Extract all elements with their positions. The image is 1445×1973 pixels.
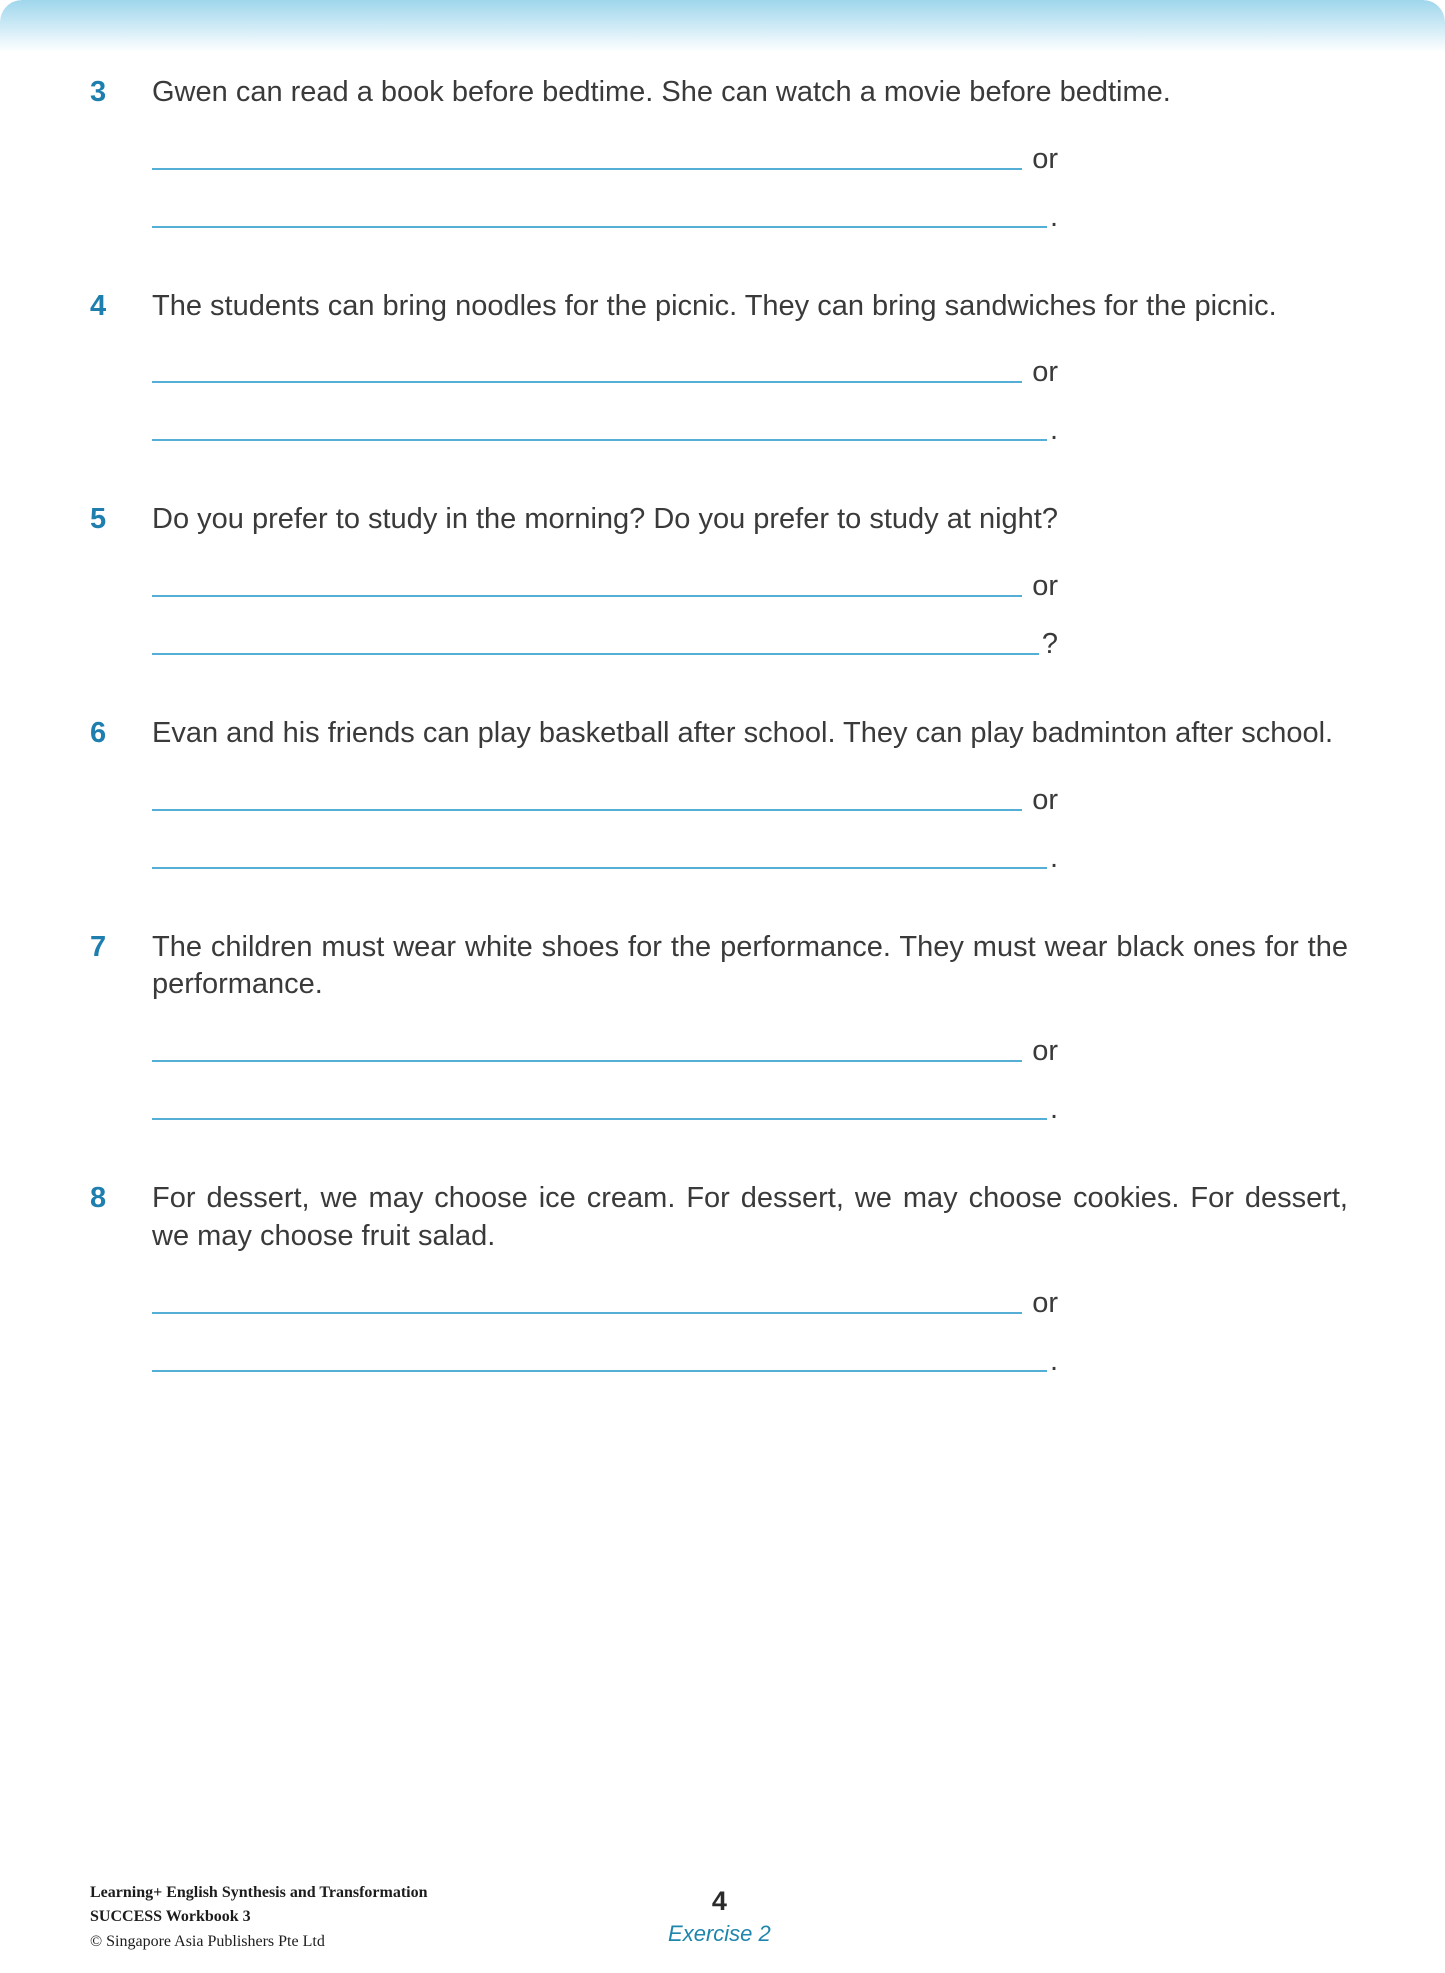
answer-row-1: [152, 753, 1058, 816]
question-number: 3: [90, 76, 107, 108]
answer-suffix-2: .: [1049, 841, 1058, 874]
question-text: For dessert, we may choose ice cream. For dessert, we may choose cookies. For dessert, we may choose fruit salad.: [152, 1182, 1348, 1252]
answer-blank-line-1: [152, 1254, 1022, 1314]
answer-suffix-2: ?: [1041, 628, 1058, 661]
question-number: 6: [90, 717, 107, 750]
answer-blank-line-1: [152, 751, 1022, 811]
question-text: Gwen can read a book before bedtime. She can watch a movie before bedtime.: [152, 76, 1171, 108]
answer-blank-line-2: [152, 1060, 1047, 1120]
question-text: The students can bring noodles for the picnic. They can bring sandwiches for the picnic.: [152, 289, 1277, 322]
question-text: Do you prefer to study in the morning? Do you prefer to study at night?: [152, 503, 1058, 536]
question-item: [90, 929, 1348, 1126]
question-item: [90, 715, 1348, 874]
answer-suffix-1: or: [1032, 1286, 1058, 1319]
answer-row-2: [152, 811, 1058, 874]
answer-suffix-2: .: [1049, 200, 1058, 233]
question-number: 8: [90, 1182, 107, 1215]
answer-suffix-1: or: [1032, 783, 1058, 816]
page-number: 4: [711, 1886, 727, 1917]
answer-area: [152, 753, 1348, 874]
answer-suffix-2: .: [1049, 414, 1058, 447]
question-head: [90, 715, 1348, 753]
question-text: The children must wear white shoes for the performance. They must wear black ones for the performance.: [152, 930, 1348, 1001]
question-head: [90, 501, 1348, 539]
answer-blank-line-2: [152, 595, 1039, 655]
answer-area: [152, 1004, 1348, 1126]
question-item: [90, 1180, 1348, 1377]
answer-area: [152, 539, 1348, 661]
workbook-title: SUCCESS Workbook 3: [90, 1908, 251, 1926]
answer-blank-line-2: [152, 168, 1047, 228]
question-item: [90, 74, 1348, 233]
answer-area: [152, 1256, 1348, 1377]
answer-suffix-1: or: [1032, 570, 1058, 603]
answer-blank-line-2: [152, 381, 1047, 441]
answer-suffix-2: .: [1049, 1344, 1058, 1377]
answer-row-1: [152, 325, 1058, 389]
series-title: Learning+ English Synthesis and Transformation: [90, 1883, 428, 1901]
answer-row-1: [152, 112, 1058, 175]
question-head: [90, 1180, 1348, 1255]
answer-suffix-2: .: [1049, 1093, 1058, 1126]
exercise-label: Exercise 2: [668, 1921, 771, 1946]
answer-row-1: [152, 1256, 1058, 1319]
question-head: [90, 929, 1348, 1004]
answer-suffix-1: or: [1032, 142, 1058, 175]
answer-row-1: [152, 1004, 1058, 1068]
answer-blank-line-1: [152, 110, 1022, 170]
answer-suffix-1: or: [1032, 356, 1058, 389]
question-head: [90, 288, 1348, 326]
question-number: 7: [90, 930, 107, 963]
answer-row-2: [152, 597, 1058, 661]
question-text: Evan and his friends can play basketball after school. They can play badminton after school.: [152, 717, 1334, 750]
answer-row-2: [152, 1314, 1058, 1377]
answer-blank-line-1: [152, 323, 1022, 383]
answer-blank-line-2: [152, 809, 1047, 869]
answer-blank-line-1: [152, 537, 1022, 597]
question-item: [90, 288, 1348, 447]
answer-area: [152, 325, 1348, 447]
page-footer: [90, 1875, 1355, 1955]
answer-blank-line-2: [152, 1312, 1047, 1372]
footer-center: [668, 1887, 771, 1947]
question-number: 4: [90, 289, 107, 322]
answer-row-2: [152, 170, 1058, 233]
question-item: [90, 501, 1348, 661]
publisher-info: [90, 1881, 428, 1955]
decorative-top-band: [0, 0, 1445, 52]
question-number: 5: [90, 503, 107, 536]
answer-row-2: [152, 1062, 1058, 1126]
answer-suffix-1: or: [1032, 1035, 1058, 1068]
answer-blank-line-1: [152, 1002, 1022, 1062]
answer-row-2: [152, 383, 1058, 447]
copyright-line: © Singapore Asia Publishers Pte Ltd: [90, 1933, 325, 1951]
answer-row-1: [152, 539, 1058, 603]
question-head: [90, 74, 1348, 112]
answer-area: [152, 112, 1348, 233]
questions: [0, 52, 1445, 1377]
